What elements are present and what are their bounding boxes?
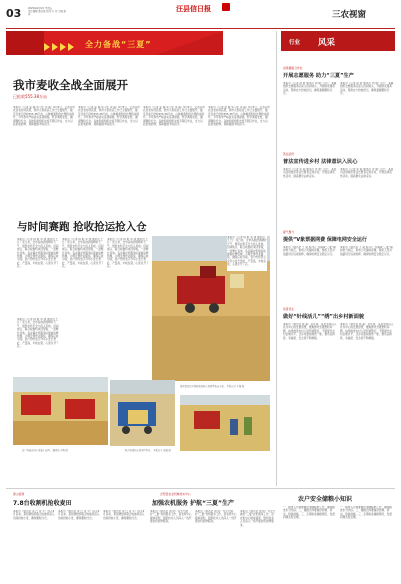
b1-col2: 本报讯（通讯员 李 红 张 平）进入6月以来，某街道组织联合收割机深入田间抢收小麦，确保颗粒归仓。 xyxy=(58,510,100,520)
b1-kicker: 唐山街道 xyxy=(13,492,25,496)
photo-caption-3 xyxy=(125,448,171,452)
b1-col3: 本报讯（通讯员 李 红 张 平）进入6月以来，某街道组织联合收割机深入田间抢收小麦，确保颗粒归仓。 xyxy=(103,510,145,520)
photo-grain-truck xyxy=(110,380,175,446)
b2-col2: 本报讯（通讯员 刘 阳）为全力做好“三夏”农机服务工作，县农机中心提前谋划，组织技术人员深入一线开展农机检修服务。 xyxy=(195,510,237,524)
r4-col1: 本报讯（通讯员 陈 丽）近年来，某县坚持以人民为中心的发展思想，聚焦群众急难愁盼问题，持续推进农村人居环境整治，不断提升乡村治理水平，让乡村面貌焕然一新，群众获得感、幸福感、安全感不断增强。 xyxy=(283,323,337,340)
r2-col2: 本报讯（记者 张 丽 通讯员 李 强）近日，某县司法局组织普法志愿者走进乡村，开展法律宣传活动，提高群众法律意识。 xyxy=(340,168,394,178)
b1-headline: 7.8台收割机抢收麦田 xyxy=(13,500,72,507)
banner-text: 全力备战“三夏” xyxy=(85,40,152,49)
r2-headline: 普法宣传进乡村 法律意识入民心 xyxy=(283,159,358,165)
caption-credit: 本报记者 王强 摄 xyxy=(226,385,245,388)
right-banner-title: 风采 xyxy=(318,38,336,48)
article2-col1: 本报讯（记者 杨 艳 李 清 通讯员 王 红）连日来，全市各地抢抓晴好天气，组织农机手全力投入麦收。田间地头，联合收割机来回穿梭，一派繁忙景象。各乡镇农机服务队提前检修机械，合理安排作业路线，确保应收尽收。农户纷纷表示今年小麦长势好、产量高，丰收在望，心里乐开了花。 xyxy=(17,238,59,269)
r1-col1: 本报讯（记者 赵 岩 通讯员 刘 明）近日，某镇组织志愿服务队深入田间地头，开展助农服务活动，帮助农户抢收抢运，确保夏粮颗粒归仓。 xyxy=(283,82,337,96)
section-title: 三农视窗 xyxy=(332,10,367,20)
bottom-divider xyxy=(6,488,395,489)
headline-main-sub: 已抢收555.38万亩 xyxy=(13,94,47,99)
article1-col1: 本报讯（记者 张 瑞 实习生 李 丽）6月5日，记者从市农业农村局获悉，我市小麦收获工作已全面展开，截至目前已抢收555.38万亩，占种植面积的比例稳步提升。今年我市严格落实各项措施，科学调度农机，确保颗粒归仓。各地积极组织农机手跨区作业，全力以赴抢收抢种，保障夏粮丰收到手。 xyxy=(13,106,75,127)
photo-caption-2 xyxy=(22,448,68,452)
b2-headline: 加强农机服务 护航“三夏”生产 xyxy=(152,500,234,507)
b1-col1: 本报讯（通讯员 李 红 张 平）进入6月以来，某街道组织联合收割机深入田间抢收小麦，确保颗粒归仓。 xyxy=(13,510,55,520)
r1-headline: 开展志愿服务 助力“三夏”生产 xyxy=(283,73,354,79)
b2-col3: 本报讯（通讯员 刘 阳）为全力做好“三夏”农机服务工作，县农机中心提前谋划，组织技术人员深入一线开展农机检修服务。 xyxy=(240,510,276,527)
r3-headline: 提供“V象票据网费 保障电网安全运行 xyxy=(283,237,367,243)
r2-kicker: 普法宣传 xyxy=(283,152,295,156)
article1-col2: 本报讯（记者 张 瑞 实习生 李 丽）6月5日，记者从市农业农村局获悉，我市小麦收获工作已全面展开，截至目前已抢收555.38万亩，占种植面积的比例稳步提升。今年我市严格落实各项措施，科学调度农机，确保颗粒归仓。各地积极组织农机手跨区作业，全力以赴抢收抢种，保障夏粮丰收到手。 xyxy=(78,106,140,127)
photo-inset-text: 本报讯（记者 杨 艳 李 清 通讯员 王 红）连日来，全市各地抢抓晴好天气，组织农机手全力投入麦收。田间地头，联合收割机来回穿梭，一派繁忙景象。各乡镇农机服务队提前检修机械，合理安排作业路线，确保应收尽收。农户纷纷表示今年小麦长势好、产量高，丰收在望，心里乐开了花。 xyxy=(227,236,267,271)
logo-seal-icon xyxy=(222,3,230,11)
r1-kicker: 省级健康合作社 xyxy=(283,66,303,70)
r4-kicker: 改善民生 xyxy=(283,307,295,311)
headline-second: 与时间赛跑 抢收抢运抢入仓 xyxy=(17,221,147,233)
r3-col2: 本报讯（通讯员 王 斌 杨 华）为保障“三夏”期间电力供应，供电公司提前部署，组织人员对线路进行巡视检修，确保电网安全稳定运行。 xyxy=(340,246,393,256)
page-number: 03 xyxy=(6,7,22,20)
photo-field-workers xyxy=(180,395,270,451)
r4-col2: 本报讯（通讯员 陈 丽）近年来，某县坚持以人民为中心的发展思想，聚焦群众急难愁盼问题，持续推进农村人居环境整治，不断提升乡村治理水平，让乡村面貌焕然一新，群众获得感、幸福感、安全感不断增强。 xyxy=(340,323,394,340)
article2-col1b: 本报讯（记者 杨 艳 李 清 通讯员 王 红）连日来，全市各地抢抓晴好天气，组织农机手全力投入麦收。田间地头，联合收割机来回穿梭，一派繁忙景象。各乡镇农机服务队提前检修机械，合理安排作业路线，确保应收尽收。农户纷纷表示今年小麦长势好、产量高，丰收在望，心里乐开了花。 xyxy=(17,318,59,349)
caption-credit: 本报记者 张强 摄 xyxy=(153,449,171,452)
caption-text: 某乡镇农机手驾驶收割机在麦田里收获小麦。 xyxy=(180,385,226,388)
caption-text: 农户将收获的小麦装车运回。 xyxy=(22,449,52,452)
headline-main: 我市麦收全战全面展开 xyxy=(13,78,128,92)
b2-col1: 本报讯（通讯员 刘 阳）为全力做好“三夏”农机服务工作，县农机中心提前谋划，组织技术人员深入一线开展农机检修服务。 xyxy=(150,510,192,524)
r3-kicker: 提气聚力 xyxy=(283,230,295,234)
caption-text: 联合收割机在麦田中作业。 xyxy=(125,449,153,452)
masthead-info xyxy=(28,7,68,16)
banner-arrows-icon xyxy=(44,43,79,51)
editor-line: 责任编辑 张红艳 校对 李 伟 美编 张 芳 xyxy=(28,10,67,16)
article1-col3: 本报讯（记者 张 瑞 实习生 李 丽）6月5日，记者从市农业农村局获悉，我市小麦收获工作已全面展开，截至目前已抢收555.38万亩，占种植面积的比例稳步提升。今年我市严格落实各项措施，科学调度农机，确保颗粒归仓。各地积极组织农机手跨区作业，全力以赴抢收抢种，保障夏粮丰收到手。 xyxy=(143,106,205,127)
r4-headline: 做好“针线活儿”“绣”出乡村新面貌 xyxy=(283,314,365,320)
date-line: 2025年6月6日 星期五 xyxy=(28,7,53,10)
column-divider xyxy=(276,31,277,486)
r1-col2: 本报讯（记者 赵 岩 通讯员 刘 明）近日，某镇组织志愿服务队深入田间地头，开展助农服务活动，帮助农户抢收抢运，确保夏粮颗粒归仓。 xyxy=(340,82,394,96)
b3-headline: 农户安全储粮小知识 xyxy=(298,496,353,503)
b3-col1: 一、粮食入仓前要做好清理晾晒工作，确保粮食水分达标。二、储粮仓库要做好防潮、防虫、防鼠措施。三、定期检查储粮情况，发现问题及时处理。 xyxy=(283,506,335,520)
article2-col2: 本报讯（记者 杨 艳 李 清 通讯员 王 红）连日来，全市各地抢抓晴好天气，组织农机手全力投入麦收。田间地头，联合收割机来回穿梭，一派繁忙景象。各乡镇农机服务队提前检修机械，合理安排作业路线，确保应收尽收。农户纷纷表示今年小麦长势好、产量高，丰收在望，心里乐开了花。 xyxy=(62,238,104,269)
article1-col4: 本报讯（记者 张 瑞 实习生 李 丽）6月5日，记者从市农业农村局获悉，我市小麦收获工作已全面展开，截至目前已抢收555.38万亩，占种植面积的比例稳步提升。今年我市严格落实各项措施，科学调度农机，确保颗粒归仓。各地积极组织农机手跨区作业，全力以赴抢收抢种，保障夏粮丰收到手。 xyxy=(208,106,270,127)
photo-harvesters-row xyxy=(13,377,108,445)
newspaper-logo: 汪县信日报 xyxy=(176,4,211,13)
header-rule xyxy=(6,28,395,29)
photo-caption-1 xyxy=(180,384,244,388)
r2-col1: 本报讯（记者 张 丽 通讯员 李 强）近日，某县司法局组织普法志愿者走进乡村，开展法律宣传活动，提高群众法律意识。 xyxy=(283,168,337,178)
right-banner-tag: 行业 xyxy=(289,40,301,46)
r3-col1: 本报讯（通讯员 王 斌 杨 华）为保障“三夏”期间电力供应，供电公司提前部署，组织人员对线路进行巡视检修，确保电网安全稳定运行。 xyxy=(283,246,336,256)
b3-col2: 一、粮食入仓前要做好清理晾晒工作，确保粮食水分达标。二、储粮仓库要做好防潮、防虫、防鼠措施。三、定期检查储粮情况，发现问题及时处理。 xyxy=(340,506,392,520)
caption-credit: 通讯员 李明 摄 xyxy=(52,449,68,452)
article2-col3: 本报讯（记者 杨 艳 李 清 通讯员 王 红）连日来，全市各地抢抓晴好天气，组织农机手全力投入麦收。田间地头，联合收割机来回穿梭，一派繁忙景象。各乡镇农机服务队提前检修机械，合理安排作业路线，确保应收尽收。农户纷纷表示今年小麦长势好、产量高，丰收在望，心里乐开了花。 xyxy=(107,238,149,269)
b2-kicker: 志阳县农业机械技术中心 xyxy=(160,492,191,496)
